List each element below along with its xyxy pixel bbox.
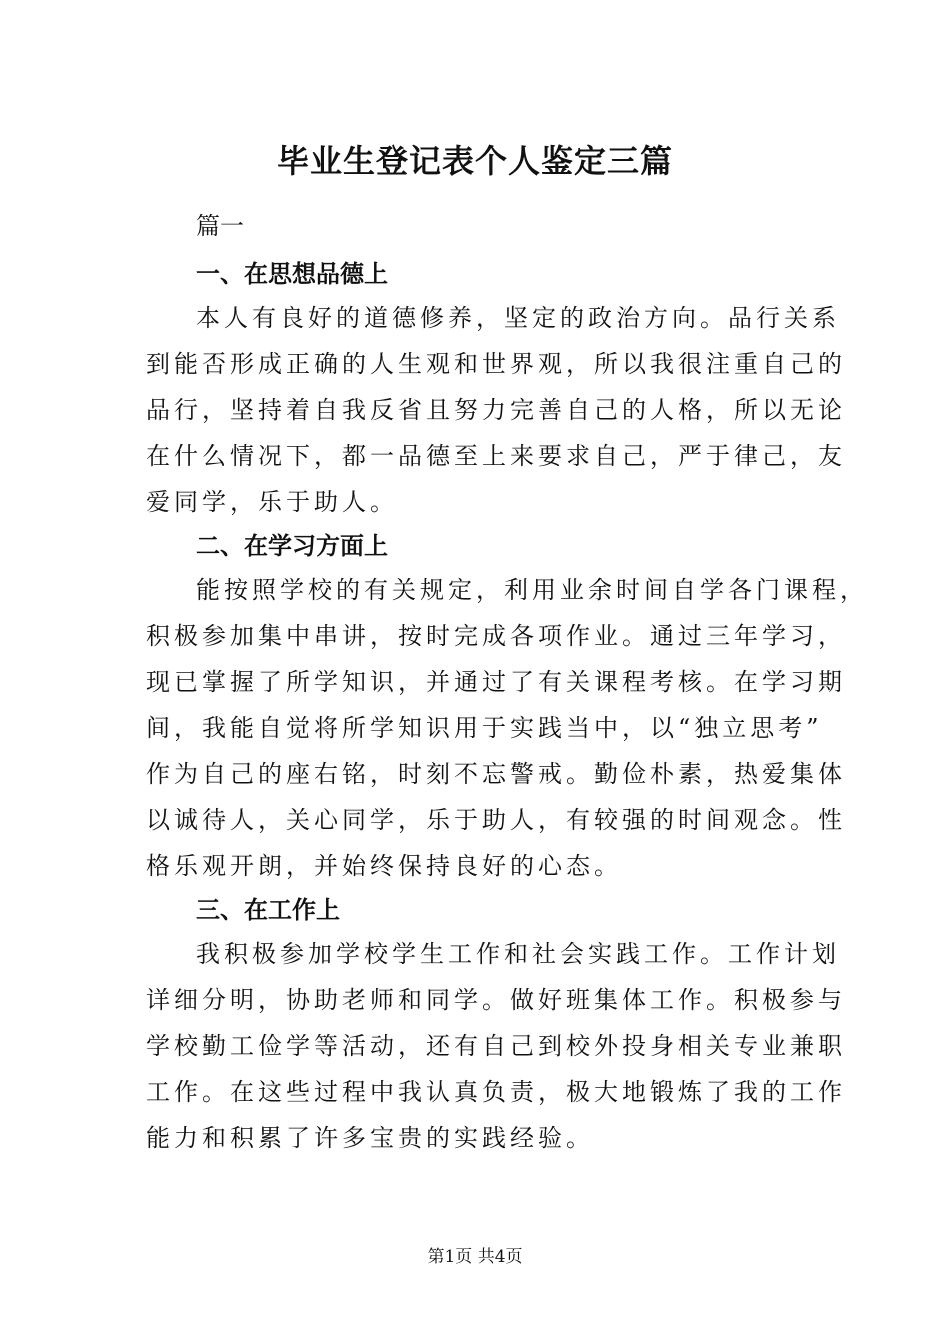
- paragraph-line: 在什么情况下，都一品德至上来要求自己，严于律己，友: [146, 442, 846, 470]
- paragraph-line: 能力和积累了许多宝贵的实践经验。: [146, 1124, 594, 1152]
- paragraph-line: 间，我能自觉将所学知识用于实践当中，以“独立思考”: [146, 714, 823, 742]
- paragraph-line: 详细分明，协助老师和同学。做好班集体工作。积极参与: [146, 986, 846, 1014]
- paragraph-line: 本人有良好的道德修养，坚定的政治方向。品行关系: [196, 304, 840, 332]
- page-footer: 第1页 共4页: [427, 1247, 523, 1267]
- section-heading-3: 三、在工作上: [196, 896, 340, 924]
- paragraph-line: 以诚待人，关心同学，乐于助人，有较强的时间观念。性: [146, 806, 846, 834]
- paragraph-line: 品行，坚持着自我反省且努力完善自己的人格，所以无论: [146, 396, 846, 424]
- paragraph-line: 能按照学校的有关规定，利用业余时间自学各门课程，: [196, 576, 868, 604]
- paragraph-line: 到能否形成正确的人生观和世界观，所以我很注重自己的: [146, 350, 846, 378]
- paragraph-line: 作为自己的座右铭，时刻不忘警戒。勤俭朴素，热爱集体: [146, 760, 846, 788]
- paragraph-line: 我积极参加学校学生工作和社会实践工作。工作计划: [196, 940, 840, 968]
- paragraph-line: 积极参加集中串讲，按时完成各项作业。通过三年学习，: [146, 622, 846, 650]
- section-heading-2: 二、在学习方面上: [196, 532, 388, 560]
- part-label: 篇一: [196, 212, 244, 240]
- document-title: 毕业生登记表个人鉴定三篇: [276, 142, 673, 180]
- section-heading-1: 一、在思想品德上: [196, 260, 388, 288]
- paragraph-line: 工作。在这些过程中我认真负责，极大地锻炼了我的工作: [146, 1078, 846, 1106]
- paragraph-line: 现已掌握了所学知识，并通过了有关课程考核。在学习期: [146, 668, 846, 696]
- paragraph-line: 格乐观开朗，并始终保持良好的心态。: [146, 852, 622, 880]
- paragraph-line: 学校勤工俭学等活动，还有自己到校外投身相关专业兼职: [146, 1032, 846, 1060]
- paragraph-line: 爱同学，乐于助人。: [146, 488, 398, 516]
